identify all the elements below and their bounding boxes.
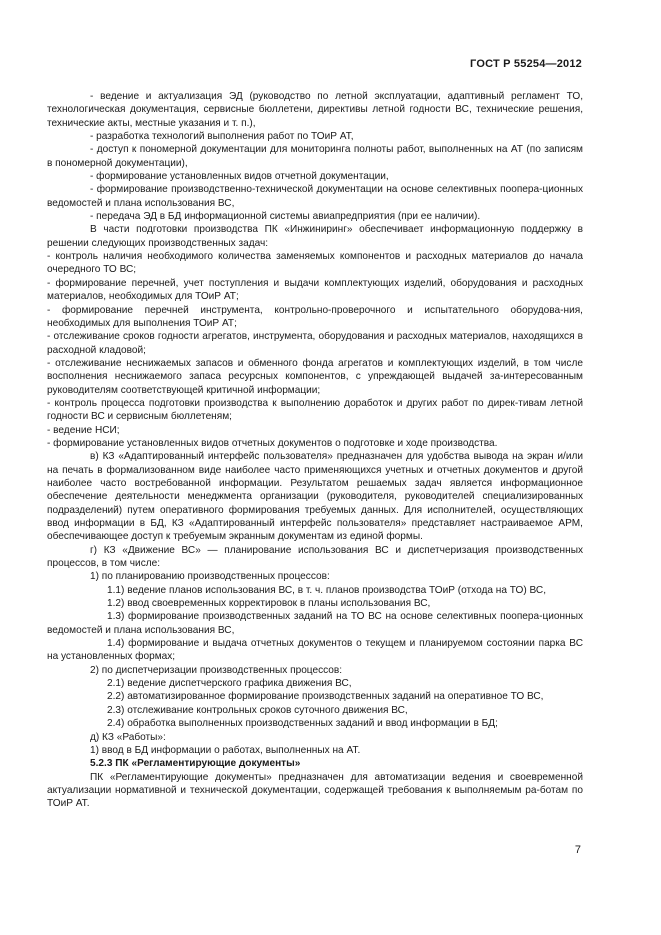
paragraph: В части подготовки производства ПК «Инжиниринг» обеспечивает информационную поддержку в решении следующих производственных задач: [47,224,583,249]
document-body [47,90,583,811]
paragraph: - формирование производственно-технической документации на основе селективных поопера-ционных ведомостей и плана использования ВС, [47,184,583,209]
paragraph: - разработка технологий выполнения работ по ТОиР АТ, [90,131,354,143]
page-number: 7 [574,844,581,856]
list-item: 1) ввод в БД информации о работах, выполненных на АТ. [90,744,361,756]
paragraph: - контроль наличия необходимого количества заменяемых компонентов и расходных материалов до начала очередного ТО ВС; [47,251,583,276]
list-item: 2.3) отслеживание контрольных сроков суточного движения ВС, [107,704,408,716]
list-item: 2) по диспетчеризации производственных процессов: [90,664,343,676]
list-item: 1.2) ввод своевременных корректировок в планы использования ВС, [107,598,431,610]
paragraph: - формирование установленных видов отчетных документов о подготовке и ходе производства. [47,437,498,449]
paragraph: - ведение НСИ; [47,424,120,436]
paragraph: - ведение и актуализация ЭД (руководство по летной эксплуатации, адаптивный регламент ТО, технологическая документация, сервисные бюллетени, директивы летной годности ВС, технические решения, технические акты, местные указания и т. п.), [47,91,583,129]
paragraph: г) КЗ «Движение ВС» — планирование использования ВС и диспетчеризация производственных процессов, в том числе: [47,544,583,570]
paragraph: ПК «Регламентирующие документы» предназначен для автоматизации ведения и своевременной актуализации нормативной и технической документации, содержащей требования к выполняемым ра-ботам по ТОиР АТ. [47,771,583,810]
paragraph: - доступ к пономерной документации для мониторинга полноты работ, выполненных на АТ (по записям в пономерной документации), [47,144,583,169]
paragraph: - формирование установленных видов отчетной документации, [90,171,389,183]
paragraph: - передача ЭД в БД информационной системы авиапредприятия (при ее наличии). [90,211,481,223]
paragraph: - формирование перечней, учет поступления и выдачи комплектующих изделий, оборудования и расходных материалов, необходимых для ТОиР АТ; [47,277,583,303]
paragraph: - отслеживание сроков годности агрегатов, инструмента, оборудования и расходных материалов, находящихся в расходной кладовой; [47,331,583,356]
standard-header: ГОСТ Р 55254—2012 [470,58,582,70]
list-item: 2.4) обработка выполненных производственных заданий и ввод информации в БД; [107,718,498,730]
paragraph: - формирование перечней инструмента, контрольно-проверочного и испытательного оборудова-ния, необходимых для выполнения ТОиР АТ; [47,304,583,329]
list-item: 2.1) ведение диспетчерского графика движения ВС, [107,678,352,690]
list-item: 1.3) формирование производственных заданий на ТО ВС на основе селективных поопера-ционных ведомостей и плана использования ВС, [47,611,583,636]
list-item: 1.4) формирование и выдача отчетных документов о текущем и планируемом состоянии парка ВС на установленных формах; [47,638,583,663]
list-item: 1) по планированию производственных процессов: [90,571,330,583]
list-item: 2.2) автоматизированное формирование производственных заданий на оперативное ТО ВС, [107,691,544,703]
paragraph: - контроль процесса подготовки производства к выполнению доработок и других работ по дирек-тивам летной годности ВС и сервисным бюллетеням; [47,397,583,423]
paragraph: в) КЗ «Адаптированный интерфейс пользователя» предназначен для удобства вывода на экран и/или на печать в формализованном виде наиболее часто применяющихся учетных и отчетных документов и другой наиболее часто востребованной информации. Результатом решаемых задач является информационное обеспечение деятельности менеджмента организации (руководителя, руководителей специализированных подразделений) путем оперативного формирования требуемых данных. Для исполнителей, осуществляющих ввод информации в БД, КЗ «Адаптированный интерфейс пользователя» представляет настраиваемое АРМ, обеспечивающее доступ к требуемым экранным документам из единой формы. [47,451,583,543]
paragraph: - отслеживание неснижаемых запасов и обменного фонда агрегатов и комплектующих изделий, в том числе восполнения неснижаемого запаса ресурсных компонентов, с упреждающей выдачей за-интересованным руководителям соответствующей критичной информации; [47,357,583,396]
list-item: д) КЗ «Работы»: [90,731,166,743]
section-heading: 5.2.3 ПК «Регламентирующие документы» [90,758,301,770]
list-item: 1.1) ведение планов использования ВС, в т. ч. планов производства ТОиР (отхода на ТО) ВС, [107,584,547,596]
